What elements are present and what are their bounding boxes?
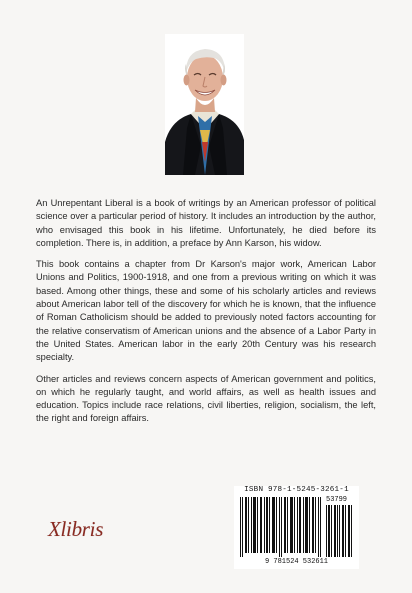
isbn-label: ISBN 978-1-5245-3261-1 <box>244 486 349 494</box>
publisher-logo: Xlibris <box>48 517 104 541</box>
ean-barcode-graphic <box>240 497 324 557</box>
description-paragraph: Other articles and reviews concern aspects of American government and politics, on which he regularly taught, and world affairs, as well as health issues and education. Topics include race relations, civil liberties, religion, socialism, the left, the right and foreign affairs. <box>36 373 376 424</box>
author-portrait-image <box>165 34 244 175</box>
isbn-barcode <box>234 486 359 569</box>
price-code: 53799 <box>326 496 348 504</box>
book-description <box>36 197 376 434</box>
price-addon-barcode <box>326 505 354 557</box>
description-paragraph: This book contains a chapter from Dr Karson's major work, American Labor Unions and Politics, 1900-1918, and one from a previous writing on which it was based. Among other things, these and some of his scholarly articles and reviews about American labor tell of the discovery for which he is known, that the influence of Roman Catholicism should be added to previously noted factors accounting for the relative conservatism of American unions and the absence of a Labor Party in the United States. American labor in the early 20th Century was his research specialty. <box>36 259 376 363</box>
description-paragraph: An Unrepentant Liberal is a book of writings by an American professor of political science over a particular period of history. It includes an introduction by the author, who envisaged this book in his lifetime. Unfortunately, he died before its completion. There is, in addition, a preface by Ann Karson, his widow. <box>36 198 376 248</box>
barcode-digits: 9 781524 532611 <box>264 558 328 566</box>
author-photo <box>165 34 244 175</box>
